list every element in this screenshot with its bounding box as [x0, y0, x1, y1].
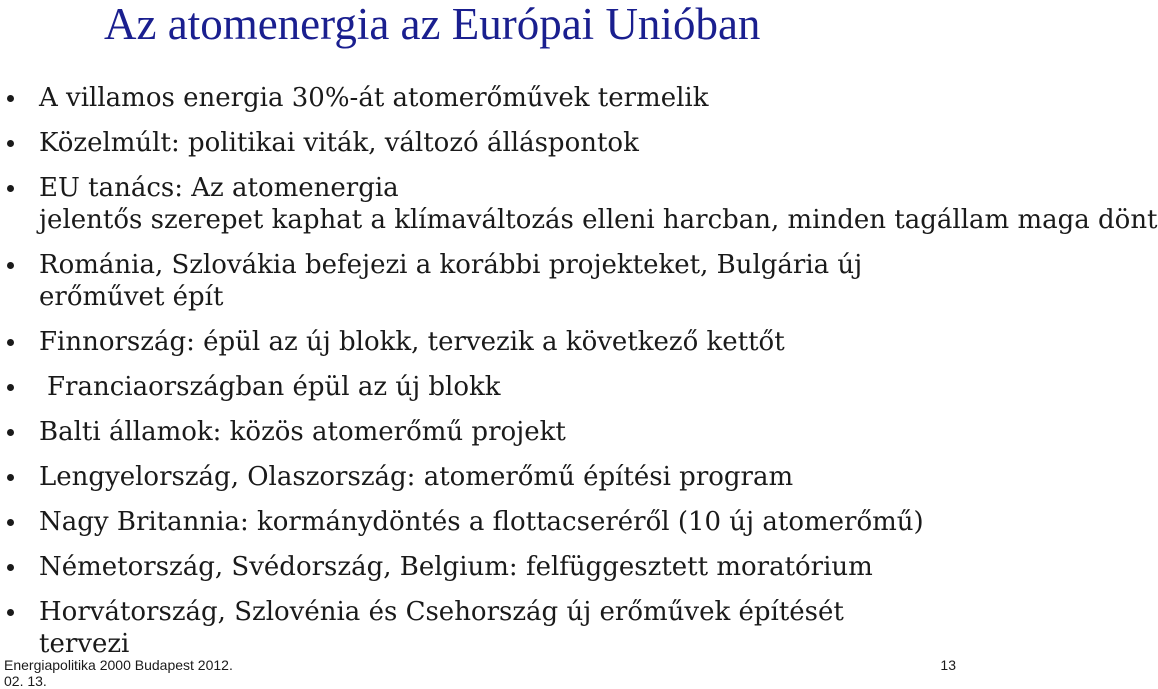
bullet-item: [0, 172, 1158, 236]
bullet-item: [0, 461, 960, 493]
bullet-dot-icon: [7, 474, 14, 481]
bullet-text: Közelmúlt: politikai viták, változó álláspontok: [39, 128, 639, 158]
bullet-text: Finnország: épül az új blokk, tervezik a következő kettőt: [39, 327, 785, 357]
bullet-dot-icon: [7, 384, 14, 391]
bullet-item: [0, 127, 960, 159]
slide-title: Az atomenergia az Európai Unióban: [104, 0, 761, 49]
bullet-dot-icon: [7, 140, 14, 147]
bullet-list: [0, 82, 1158, 673]
bullet-text: Balti államok: közös atomerőmű projekt: [39, 417, 566, 447]
bullet-dot-icon: [7, 429, 14, 436]
bullet-item: [0, 596, 960, 660]
bullet-item: [0, 551, 960, 583]
bullet-dot-icon: [7, 95, 14, 102]
footer-text: Energiapolitika 2000 Budapest 2012. 02. 13.: [4, 657, 233, 689]
bullet-text: Románia, Szlovákia befejezi a korábbi projekteket, Bulgária új erőművet épít: [39, 250, 863, 312]
bullet-dot-icon: [7, 185, 14, 192]
bullet-item: [0, 82, 960, 114]
bullet-item: [0, 416, 960, 448]
bullet-text: Németország, Svédország, Belgium: felfüggesztett moratórium: [39, 552, 873, 582]
bullet-text: Lengyelország, Olaszország: atomerőmű építési program: [39, 462, 794, 492]
bullet-dot-icon: [7, 609, 14, 616]
bullet-item: [0, 506, 960, 538]
bullet-text: Franciaországban épül az új blokk: [47, 372, 501, 402]
bullet-dot-icon: [7, 339, 14, 346]
bullet-text: EU tanács: Az atomenergia jelentős szerepet kaphat a klímaváltozás elleni harcban, minden tagállam maga dönt: [39, 173, 1158, 235]
bullet-dot-icon: [7, 519, 14, 526]
bullet-item: [0, 371, 960, 403]
bullet-dot-icon: [7, 262, 14, 269]
page-number: 13: [940, 657, 956, 673]
bullet-text: Horvátország, Szlovénia és Csehország új erőművek építését tervezi: [39, 597, 844, 659]
bullet-text: Nagy Britannia: kormánydöntés a flottacseréről (10 új atomerőmű): [39, 507, 924, 537]
bullet-item: [0, 249, 960, 313]
bullet-dot-icon: [7, 564, 14, 571]
bullet-text: A villamos energia 30%-át atomerőművek termelik: [39, 83, 709, 113]
bullet-item: [0, 326, 960, 358]
